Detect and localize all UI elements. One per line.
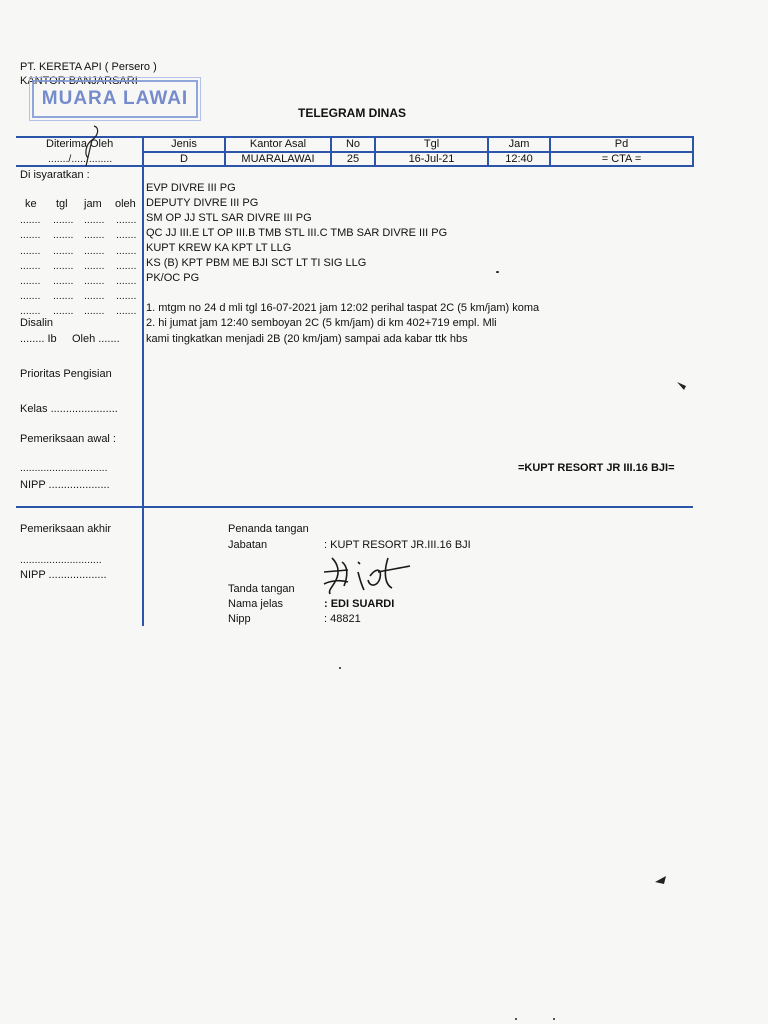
scan-dot <box>339 667 341 669</box>
dot-placeholder: ....... <box>116 245 137 257</box>
pemeriksaan-akhir-dots: ............................ <box>20 554 102 566</box>
prioritas-pengisian-label: Prioritas Pengisian <box>20 368 112 380</box>
col-tgl: tgl <box>56 198 68 210</box>
di-isyaratkan-label: Di isyaratkan : <box>20 169 90 181</box>
nipp-label: Nipp <box>228 613 251 625</box>
main-vertical-rule <box>142 136 144 626</box>
value-kantor-asal: MUARALAWAI <box>241 153 315 165</box>
lower-section-rule <box>16 506 693 508</box>
nipp-awal-label: NIPP .................... <box>20 479 110 491</box>
recipient-line: PK/OC PG <box>146 272 200 284</box>
dot-placeholder: ....... <box>116 305 137 317</box>
header-bottom-rule <box>16 165 693 167</box>
pemeriksaan-awal-dots: .............................. <box>20 462 108 474</box>
pemeriksaan-akhir-label: Pemeriksaan akhir <box>20 523 112 535</box>
value-no: 25 <box>346 153 360 165</box>
dot-placeholder: ....... <box>20 260 41 272</box>
scan-dot <box>515 1018 517 1020</box>
dot-placeholder: ....... <box>53 275 74 287</box>
dot-placeholder: ....... <box>84 275 105 287</box>
disalin-label: Disalin <box>20 317 54 329</box>
jabatan-value: : KUPT RESORT JR.III.16 BJI <box>324 539 471 551</box>
col-header-jam: Jam <box>508 138 530 150</box>
value-jam: 12:40 <box>505 153 533 165</box>
col-oleh: oleh <box>115 198 136 210</box>
initial-mark-icon <box>80 124 104 168</box>
dot-placeholder: ....... <box>53 260 74 272</box>
nipp-value: : 48821 <box>324 613 361 625</box>
nipp-akhir-label: NIPP ................... <box>20 569 107 581</box>
dot-placeholder: ....... <box>20 245 41 257</box>
company-name: PT. KERETA API ( Persero ) <box>20 61 157 73</box>
jabatan-label: Jabatan <box>228 539 268 551</box>
dot-placeholder: ....... <box>20 305 41 317</box>
col-divider-6 <box>692 136 694 167</box>
recipient-line: SM OP JJ STL SAR DIVRE III PG <box>146 212 312 224</box>
dot-placeholder: ....... <box>116 229 137 241</box>
office-name: KANTOR BANJARSARI <box>20 75 138 87</box>
col-header-no: No <box>345 138 361 150</box>
col-header-pd: Pd <box>614 138 629 150</box>
dot-placeholder: ....... <box>53 305 74 317</box>
dot-placeholder: ....... <box>53 229 74 241</box>
dot-placeholder: ....... <box>84 214 105 226</box>
diterima-oleh-dots: ......./.............. <box>48 153 113 165</box>
dot-placeholder: ....... <box>84 229 105 241</box>
scan-speck-icon <box>676 380 688 392</box>
dot-placeholder: ....... <box>20 290 41 302</box>
message-line: 1. mtgm no 24 d mli tgl 16-07-2021 jam 12:02 perihal taspat 2C (5 km/jam) koma <box>146 302 540 314</box>
penanda-tangan-label: Penanda tangan <box>228 523 309 535</box>
col-jam: jam <box>84 198 102 210</box>
value-pd: = CTA = <box>601 153 642 165</box>
dot-placeholder: ....... <box>116 275 137 287</box>
dot-placeholder: ....... <box>84 290 105 302</box>
dot-placeholder: ....... <box>20 275 41 287</box>
recipient-line: EVP DIVRE III PG <box>146 182 236 194</box>
dot-placeholder: ....... <box>116 260 137 272</box>
dot-placeholder: ....... <box>116 214 137 226</box>
value-tgl: 16-Jul-21 <box>408 153 455 165</box>
nama-jelas-value: : EDI SUARDI <box>324 598 395 610</box>
dot-placeholder: ....... <box>53 214 74 226</box>
scan-dot <box>496 271 499 273</box>
message-line: 2. hi jumat jam 12:40 semboyan 2C (5 km/jam) di km 402+719 empl. Mli <box>146 317 497 329</box>
sender-line: =KUPT RESORT JR III.16 BJI= <box>518 462 675 474</box>
value-jenis: D <box>180 153 188 165</box>
col-header-kantor-asal: Kantor Asal <box>249 138 307 150</box>
dot-placeholder: ....... <box>20 229 41 241</box>
dot-placeholder: ....... <box>84 305 105 317</box>
kelas-label: Kelas ...................... <box>20 403 118 415</box>
document-title: TELEGRAM DINAS <box>298 106 406 120</box>
dot-placeholder: ....... <box>53 245 74 257</box>
recipient-line: QC JJ III.E LT OP III.B TMB STL III.C TMB SAR DIVRE III PG <box>146 227 448 239</box>
col-header-tgl: Tgl <box>423 138 440 150</box>
handwritten-signature-icon <box>318 550 414 600</box>
message-line: kami tingkatkan menjadi 2B (20 km/jam) sampai ada kabar ttk hbs <box>146 333 468 345</box>
col-header-jenis: Jenis <box>171 138 197 150</box>
tanda-tangan-label: Tanda tangan <box>228 583 295 595</box>
ib-oleh-line: ........ Ib Oleh ....... <box>20 333 120 345</box>
scan-speck-icon <box>654 874 668 886</box>
pemeriksaan-awal-label: Pemeriksaan awal : <box>20 433 116 445</box>
recipient-line: DEPUTY DIVRE III PG <box>146 197 259 209</box>
col-ke: ke <box>25 198 37 210</box>
diterima-oleh-label: Diterima Oleh <box>46 138 114 150</box>
dot-placeholder: ....... <box>84 245 105 257</box>
scan-dot <box>553 1018 555 1020</box>
dot-placeholder: ....... <box>84 260 105 272</box>
dot-placeholder: ....... <box>53 290 74 302</box>
dot-placeholder: ....... <box>20 214 41 226</box>
muara-lawai-stamp: MUARA LAWAI <box>32 80 198 118</box>
nama-jelas-label: Nama jelas <box>228 598 284 610</box>
recipient-line: KS (B) KPT PBM ME BJI SCT LT TI SIG LLG <box>146 257 367 269</box>
dot-placeholder: ....... <box>116 290 137 302</box>
recipient-line: KUPT KREW KA KPT LT LLG <box>146 242 292 254</box>
